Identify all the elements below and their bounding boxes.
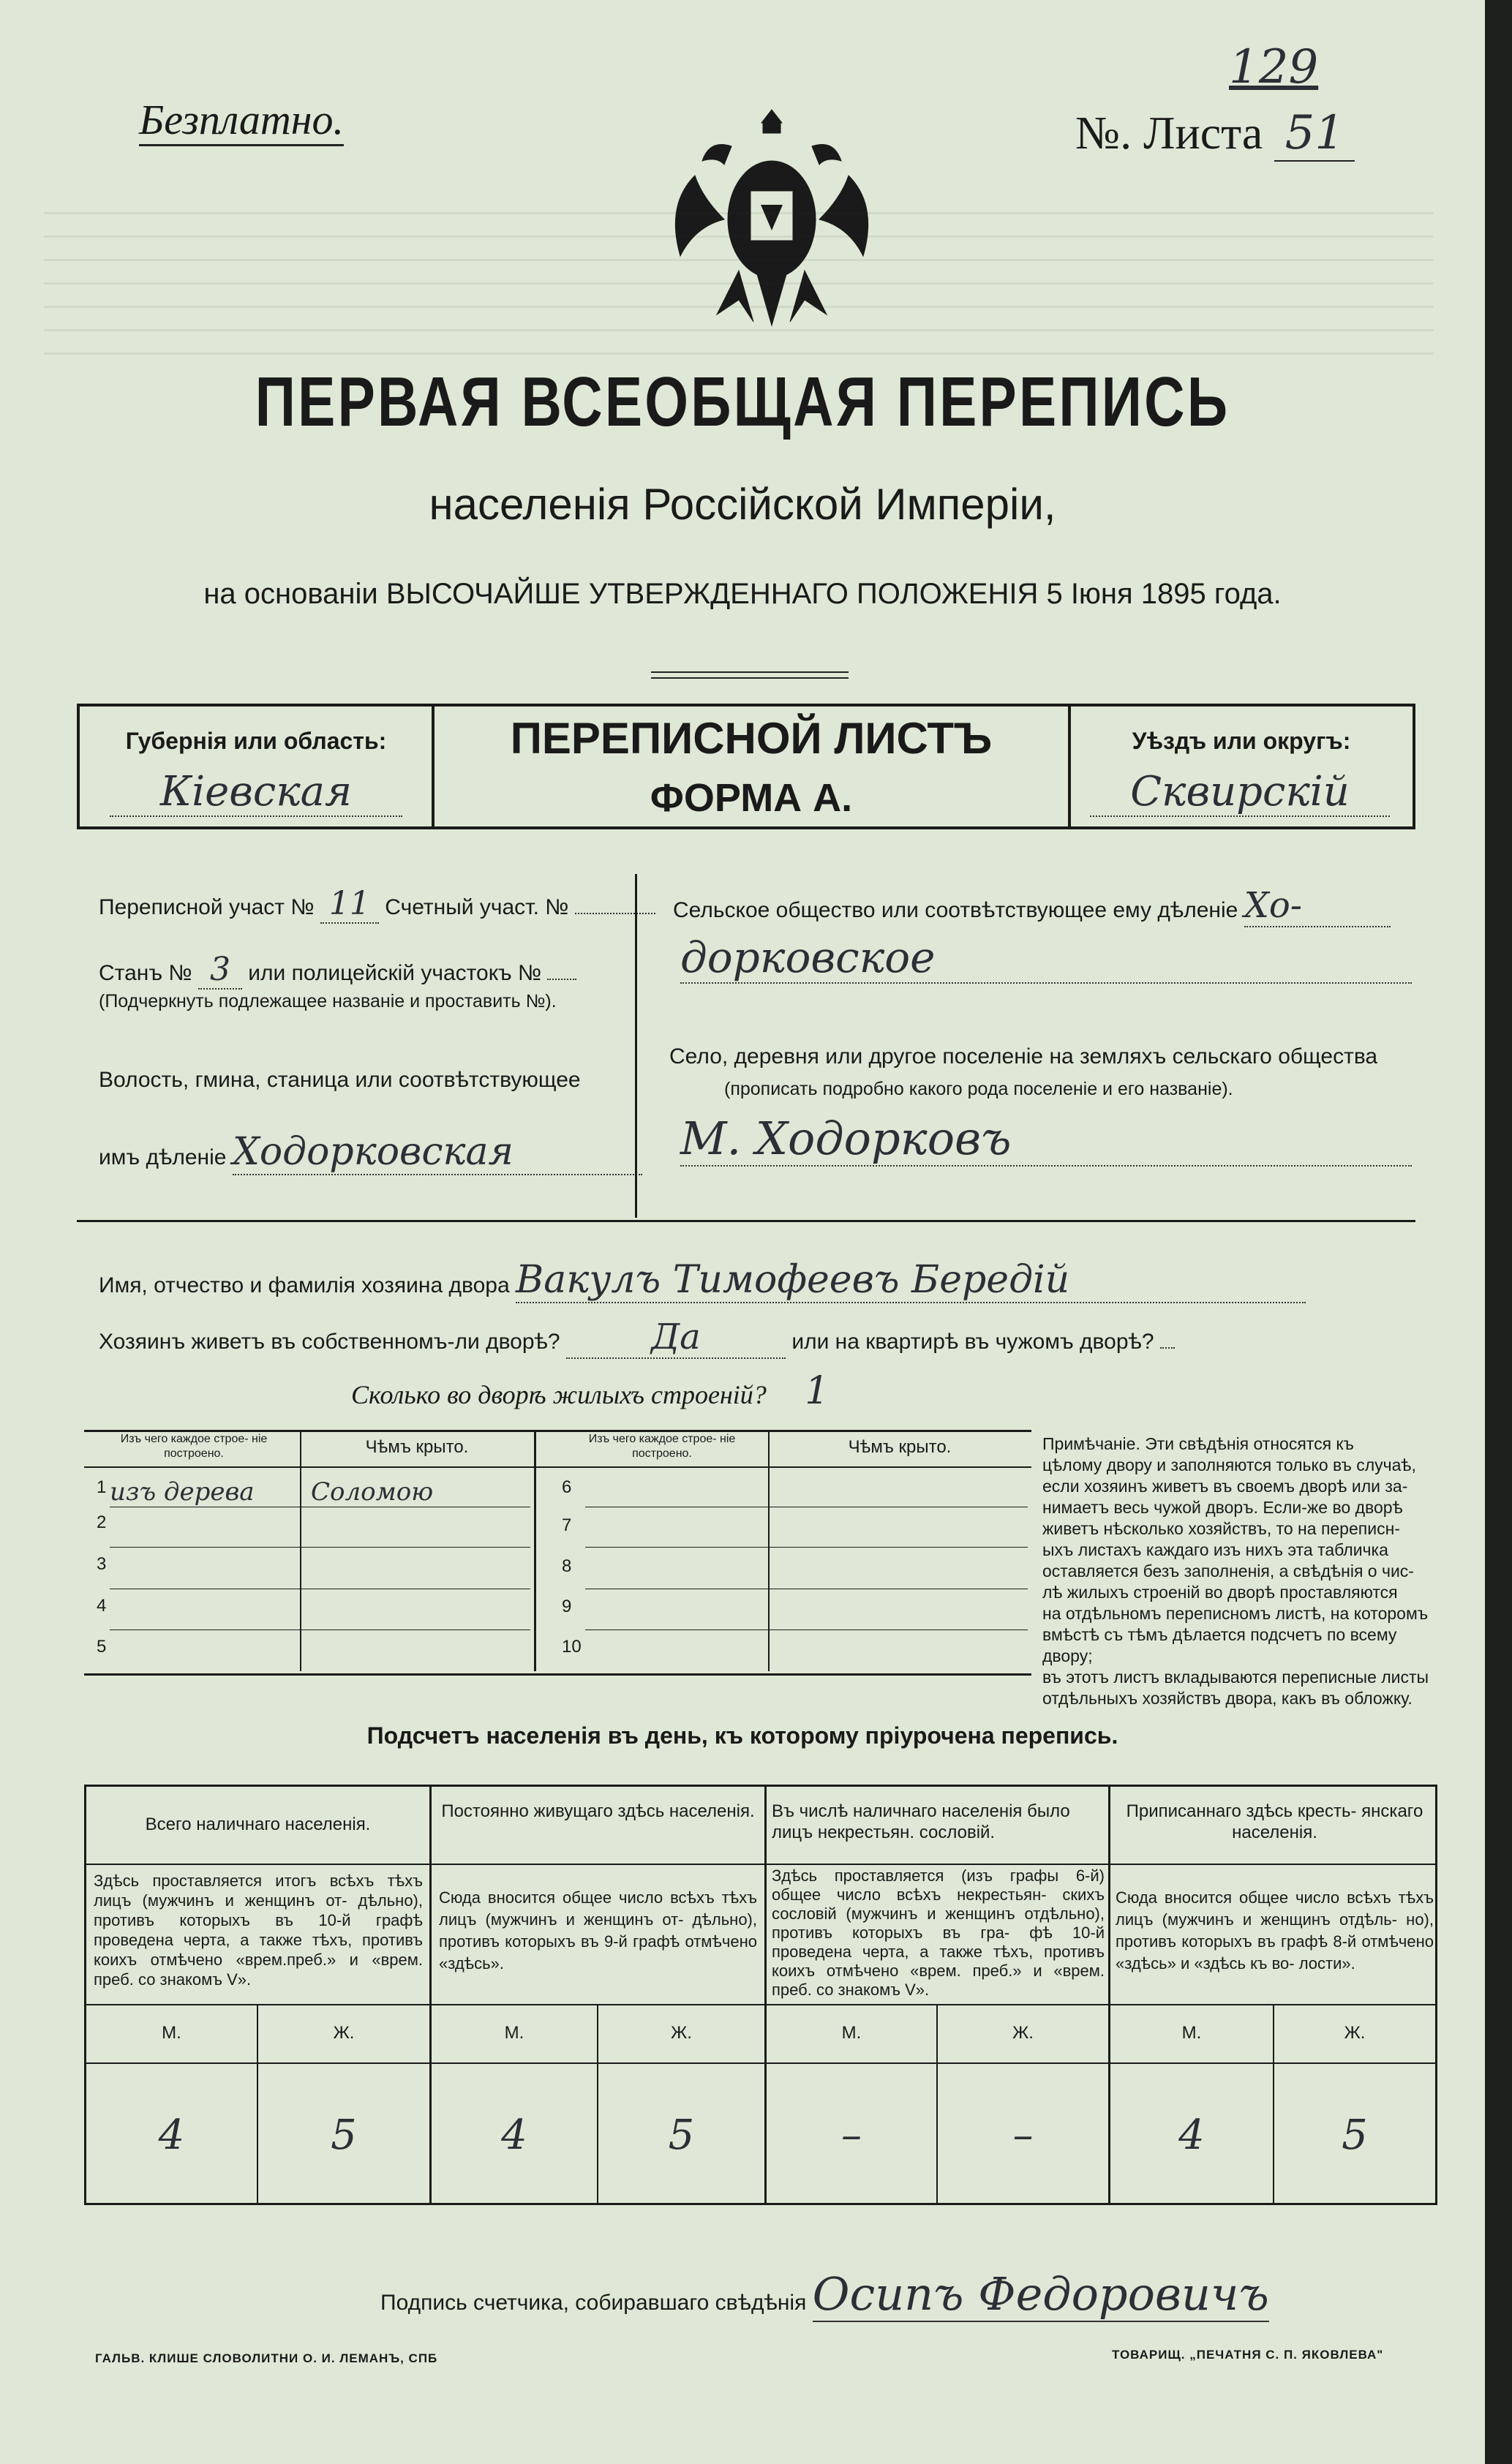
owner-name-line <box>99 1258 1306 1303</box>
population-f-label: Ж. <box>1344 2023 1366 2043</box>
signature-line <box>380 2267 1269 2322</box>
buildings-row-number: 3 <box>97 1554 107 1574</box>
volost-line <box>99 1130 642 1175</box>
population-col-header: Постоянно живущаго здѣсь населенія. <box>441 1801 755 1821</box>
society-label: Сельское общество или соотвѣтствующее ему дѣленіе <box>673 898 1238 922</box>
printer-left: ГАЛЬВ. КЛИШЕ СЛОВОЛИТНИ О. И. ЛЕМАНЪ, СПБ <box>95 2351 438 2365</box>
buildings-row-roof: Соломою <box>311 1477 434 1507</box>
population-m-value: 4 <box>501 2111 527 2159</box>
owner-name-value: Вакулъ Тимофеевъ Бередій <box>516 1258 1306 1303</box>
population-col-header: Приписаннаго здѣсь кресть- янскаго населенія. <box>1126 1801 1423 1842</box>
district-label: Уѣздъ или округъ: <box>1132 728 1351 754</box>
buildings-row-number: 1 <box>97 1477 107 1497</box>
population-title: Подсчетъ населенія въ день, къ которому пріурочена перепись. <box>366 1722 1118 1749</box>
basis-line: на основаніи ВЫСОЧАЙШЕ УТВЕРЖДЕННАГО ПОЛОЖЕНІЯ 5 Іюня 1895 года. <box>203 578 1282 610</box>
census-area-label: Переписной участ № <box>99 895 315 919</box>
printer-right: ТОВАРИЩ. „ПЕЧАТНЯ С. П. ЯКОВЛЕВА" <box>1112 2348 1384 2362</box>
population-col-header: Всего наличнаго населенія. <box>145 1815 371 1834</box>
buildings-col3-header: Изъ чего каждое строе- ніе построено. <box>588 1433 736 1460</box>
population-col-description: Здѣсь проставляется итогъ всѣхъ тѣхъ лицъ (мужчинъ и женщинъ от- дѣльно), противъ которыхъ въ 10-й графѣ проведена черта, а также тѣхъ, противъ коихъ отмѣчено «врем.преб.» и «врем. преб. со знакомъ V». <box>94 1872 423 1989</box>
buildings-row-number: 4 <box>97 1596 107 1616</box>
population-f-value: 5 <box>331 2111 357 2159</box>
free-label: Безплатно. <box>139 95 344 146</box>
village-label: Село, деревня или другое поселеніе на земляхъ сельскаго общества <box>669 1044 1378 1069</box>
population-col-description: Сюда вносится общее число всѣхъ тѣхъ лицъ (мужчинъ и женщинъ отдѣль- но), противъ которыхъ въ графѣ 8-й отмѣчено «здѣсь» и «здѣсь къ во- лости». <box>1116 1888 1434 1973</box>
society-value-2: дорковское <box>680 933 1412 984</box>
owner-rent-label: или на квартирѣ въ чужомъ дворѣ? <box>791 1330 1154 1354</box>
society-line <box>673 885 1391 927</box>
bleed-through-text <box>44 212 1434 373</box>
buildings-row-number: 10 <box>562 1637 582 1657</box>
buildings-count-label: Сколько во дворѣ жилыхъ строеній? <box>351 1380 767 1409</box>
note-line: цѣлому двору и заполняются только въ случаѣ, <box>1042 1455 1416 1474</box>
owner-lives-value: Да <box>566 1316 786 1359</box>
population-m-value: – <box>841 2111 862 2159</box>
volost-label-1: Волость, гмина, станица или соотвѣтствующее <box>99 1068 581 1092</box>
sheet-title: ПЕРЕПИСНОЙ ЛИСТЪ <box>510 714 993 763</box>
buildings-col1-header: Изъ чего каждое строе- ніе построено. <box>120 1433 268 1460</box>
census-area-line <box>99 885 655 924</box>
note-line: лѣ жилыхъ строеній во дворѣ проставляются <box>1042 1583 1398 1602</box>
population-col-description: Сюда вносится общее число всѣхъ тѣхъ лицъ (мужчинъ и женщинъ от- дѣльно), противъ которыхъ въ 9-й графѣ отмѣчено «здѣсь». <box>439 1888 757 1973</box>
population-m-value: 4 <box>1178 2111 1205 2159</box>
form-label: ФОРМА А. <box>650 776 853 820</box>
owner-lives-label: Хозяинъ живетъ въ собственномъ-ли дворѣ? <box>99 1330 560 1354</box>
center-divider <box>635 874 637 1218</box>
buildings-row-number: 7 <box>562 1515 572 1535</box>
buildings-count-value: 1 <box>805 1369 830 1413</box>
note-line: живетъ нѣсколько хозяйствъ, то на переписн- <box>1042 1519 1400 1538</box>
volost-value: Ходорковская <box>233 1130 642 1175</box>
province-label: Губернія или область: <box>125 728 387 754</box>
sheet-number-text: №. Листа <box>1075 107 1263 159</box>
note-line: въ этотъ листъ вкладываются переписные листы <box>1042 1668 1429 1687</box>
archive-number: 129 <box>1229 40 1319 94</box>
population-m-label: М. <box>841 2023 862 2043</box>
society-value-1: Хо- <box>1244 885 1391 927</box>
buildings-row-number: 8 <box>562 1556 572 1576</box>
buildings-row-number: 5 <box>97 1637 107 1657</box>
population-f-value: – <box>1012 2111 1034 2159</box>
note-line: Примѣчаніе. Эти свѣдѣнія относятся къ <box>1042 1434 1354 1453</box>
buildings-row-number: 6 <box>562 1477 572 1497</box>
stan-value: 3 <box>198 951 242 990</box>
subtitle: населенія Россійской Имперіи, <box>429 480 1056 529</box>
sheet-number-value: 51 <box>1274 106 1355 162</box>
stan-note: (Подчеркнуть подлежащее названіе и проставить №). <box>99 991 557 1011</box>
population-col-header: Въ числѣ наличнаго населенія было лицъ некрестьян. сословій. <box>772 1801 1070 1842</box>
population-f-label: Ж. <box>333 2023 355 2043</box>
note-line: оставляется безъ заполненія, а свѣдѣнія о чис- <box>1042 1561 1414 1580</box>
village-note: (прописать подробно какого рода поселеніе и его названіе). <box>724 1079 1233 1099</box>
population-f-value: 5 <box>668 2111 695 2159</box>
population-m-label: М. <box>162 2023 181 2043</box>
stan-line <box>99 951 576 990</box>
police-area-label: или полицейскій участокъ № <box>248 961 542 985</box>
sheet-number-label <box>1075 106 1355 162</box>
owner-name-label: Имя, отчество и фамилія хозяина двора <box>99 1273 510 1297</box>
district-value: Сквирскій <box>1090 768 1390 817</box>
note-line: вмѣстѣ съ тѣмъ дѣлается подсчетъ по всему двору; <box>1042 1625 1397 1665</box>
province-value: Кіевская <box>110 768 402 817</box>
note-line: нимаетъ весь чужой дворъ. Если-же во дворѣ <box>1042 1498 1403 1517</box>
note-line: ыхъ листахъ каждаго изъ нихъ эта табличка <box>1042 1540 1388 1559</box>
population-m-label: М. <box>504 2023 524 2043</box>
census-area-value: 11 <box>320 885 379 924</box>
note-block <box>1042 1433 1441 1709</box>
buildings-row-number: 2 <box>97 1512 107 1532</box>
population-f-value: 5 <box>1342 2111 1368 2159</box>
count-area-label: Счетный участ. № <box>385 895 569 919</box>
note-line: отдѣльныхъ хозяйствъ двора, какъ въ обложку. <box>1042 1689 1413 1708</box>
buildings-count-line <box>351 1369 861 1413</box>
buildings-col2-header: Чѣмъ крыто. <box>365 1437 469 1457</box>
buildings-row-number: 9 <box>562 1597 572 1616</box>
signature-value: Осипъ Федоровичъ <box>812 2267 1269 2321</box>
buildings-row-material: изъ дерева <box>110 1477 255 1507</box>
signature-label: Подпись счетчика, собиравшаго свѣдѣнія <box>380 2291 807 2315</box>
population-f-label: Ж. <box>1012 2023 1034 2043</box>
ornament-divider <box>651 671 849 679</box>
buildings-col4-header: Чѣмъ крыто. <box>848 1437 952 1457</box>
population-col-description: Здѣсь проставляется (изъ графы 6-й) общее число всѣхъ некрестьян- скихъ сословій (мужчинъ и женщинъ отдѣльно), противъ которыхъ въ гра- фѣ 10-й проведена черта, а также тѣхъ, противъ коихъ отмѣчено «врем. преб.» и «врем. преб. со знакомъ V». <box>772 1866 1105 1999</box>
population-m-value: 4 <box>158 2111 185 2159</box>
main-title: ПЕРВАЯ ВСЕОБЩАЯ ПЕРЕПИСЬ <box>255 363 1230 441</box>
note-line: если хозяинъ живетъ въ своемъ дворѣ или за- <box>1042 1477 1408 1496</box>
note-line: на отдѣльномъ переписномъ листѣ, на которомъ <box>1042 1604 1429 1623</box>
volost-label-2: имъ дѣленіе <box>99 1145 227 1169</box>
village-value: М. Ходорковъ <box>680 1112 1412 1167</box>
population-m-label: М. <box>1181 2023 1202 2043</box>
population-f-label: Ж. <box>671 2023 692 2043</box>
stan-label: Станъ № <box>99 961 192 985</box>
owner-lives-line <box>99 1316 1175 1359</box>
